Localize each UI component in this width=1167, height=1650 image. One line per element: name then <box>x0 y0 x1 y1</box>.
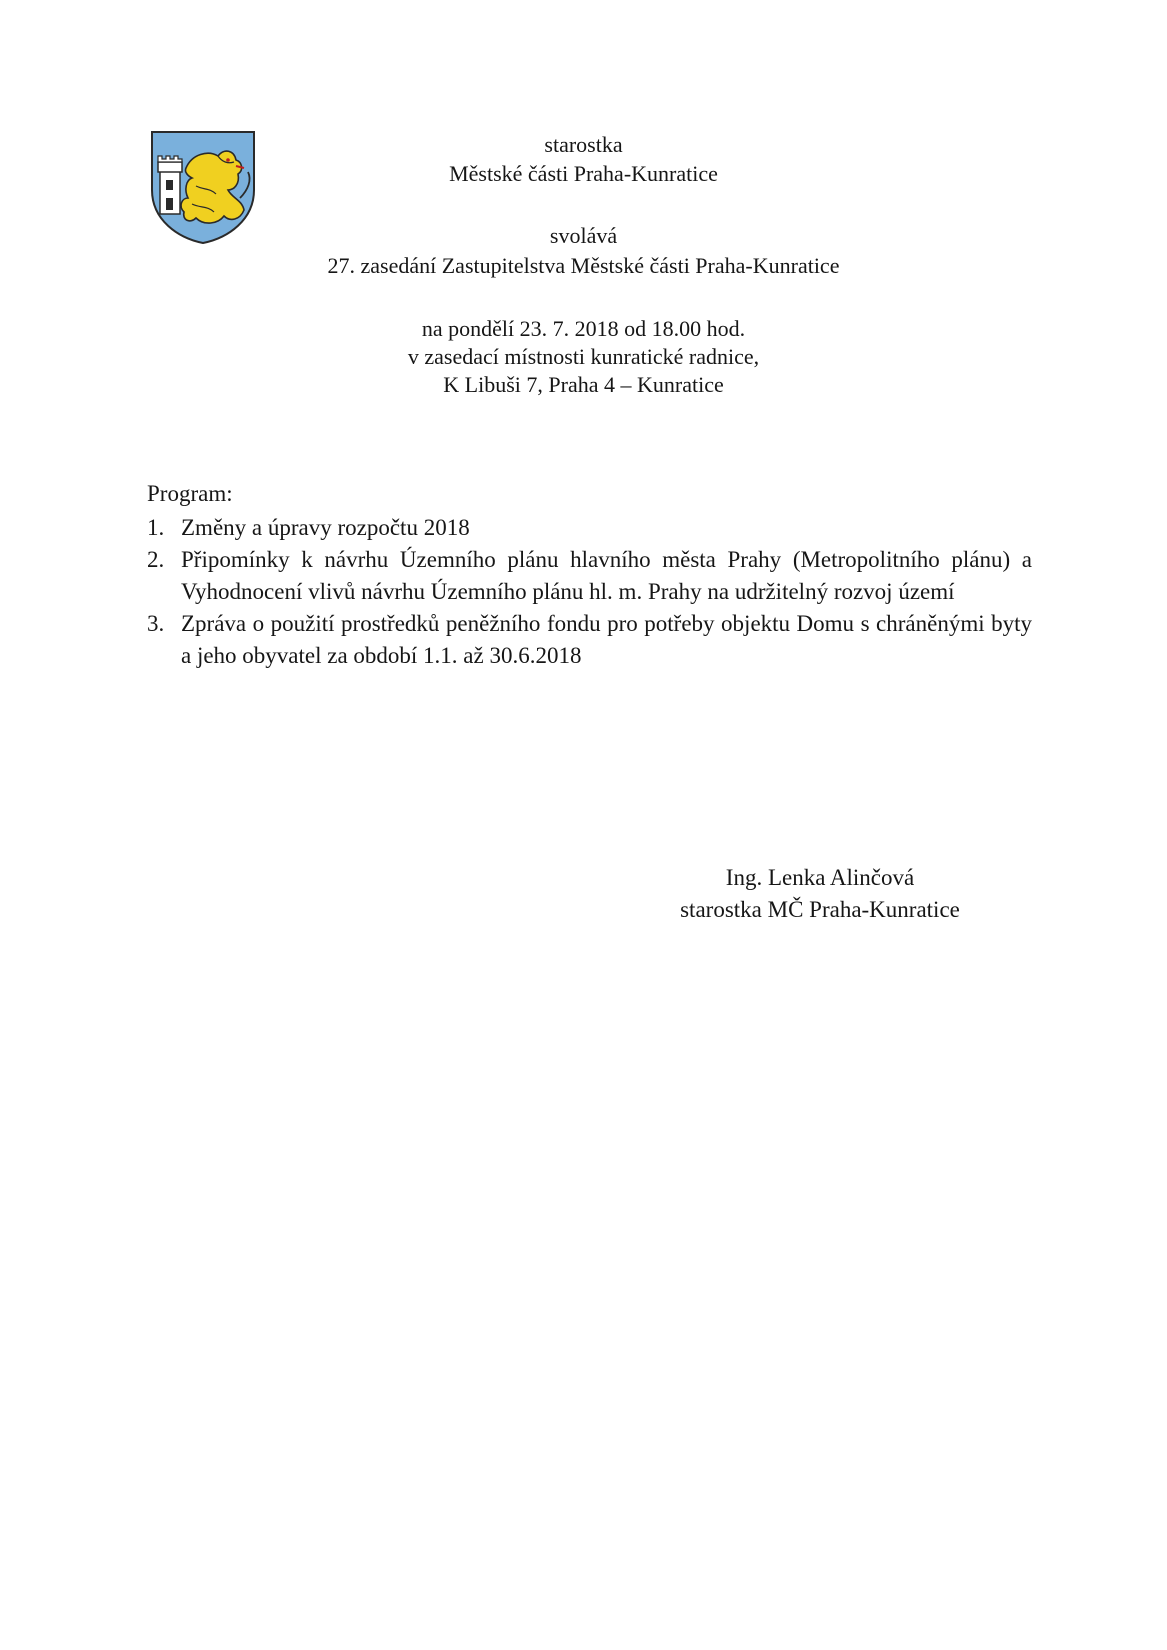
invitation-verb: svolává <box>549 223 618 248</box>
program-item <box>147 544 1032 608</box>
program-item <box>147 608 1032 672</box>
meeting-place: v zasedací místnosti kunratické radnice, <box>407 344 760 369</box>
signature-block <box>620 862 1020 926</box>
meeting-title: 27. zasedání Zastupitelstva Městské části Praha-Kunratice <box>327 253 840 278</box>
signatory-title: starostka MČ Praha-Kunratice <box>680 897 960 922</box>
program-item-text: Změny a úpravy rozpočtu 2018 <box>181 515 470 540</box>
program-item-text: Zpráva o použití prostředků peněžního fondu pro potřeby objektu Domu s chráněnými byty a jeho obyvatel za období 1.1. až 30.6.2018 <box>181 611 1032 668</box>
heading-title-line2: Městské části Praha-Kunratice <box>449 161 718 186</box>
program-label: Program: <box>147 481 233 506</box>
meeting-address: K Libuši 7, Praha 4 – Kunratice <box>443 372 724 397</box>
meeting-date-time: na pondělí 23. 7. 2018 od 18.00 hod. <box>421 316 746 341</box>
program-item-number: 2. <box>147 547 165 572</box>
program-item-text: Připomínky k návrhu Územního plánu hlavního města Prahy (Metropolitního plánu) a Vyhodnocení vlivů návrhu Územního plánu hl. m. Prahy na udržitelný rozvoj území <box>181 547 1032 604</box>
program-item-number: 3. <box>147 611 165 636</box>
program-list <box>147 512 1032 672</box>
program-item-number: 1. <box>147 515 165 540</box>
program-item <box>147 512 1032 544</box>
signatory-name: Ing. Lenka Alinčová <box>725 865 915 890</box>
heading-title-line1: starostka <box>544 132 623 157</box>
